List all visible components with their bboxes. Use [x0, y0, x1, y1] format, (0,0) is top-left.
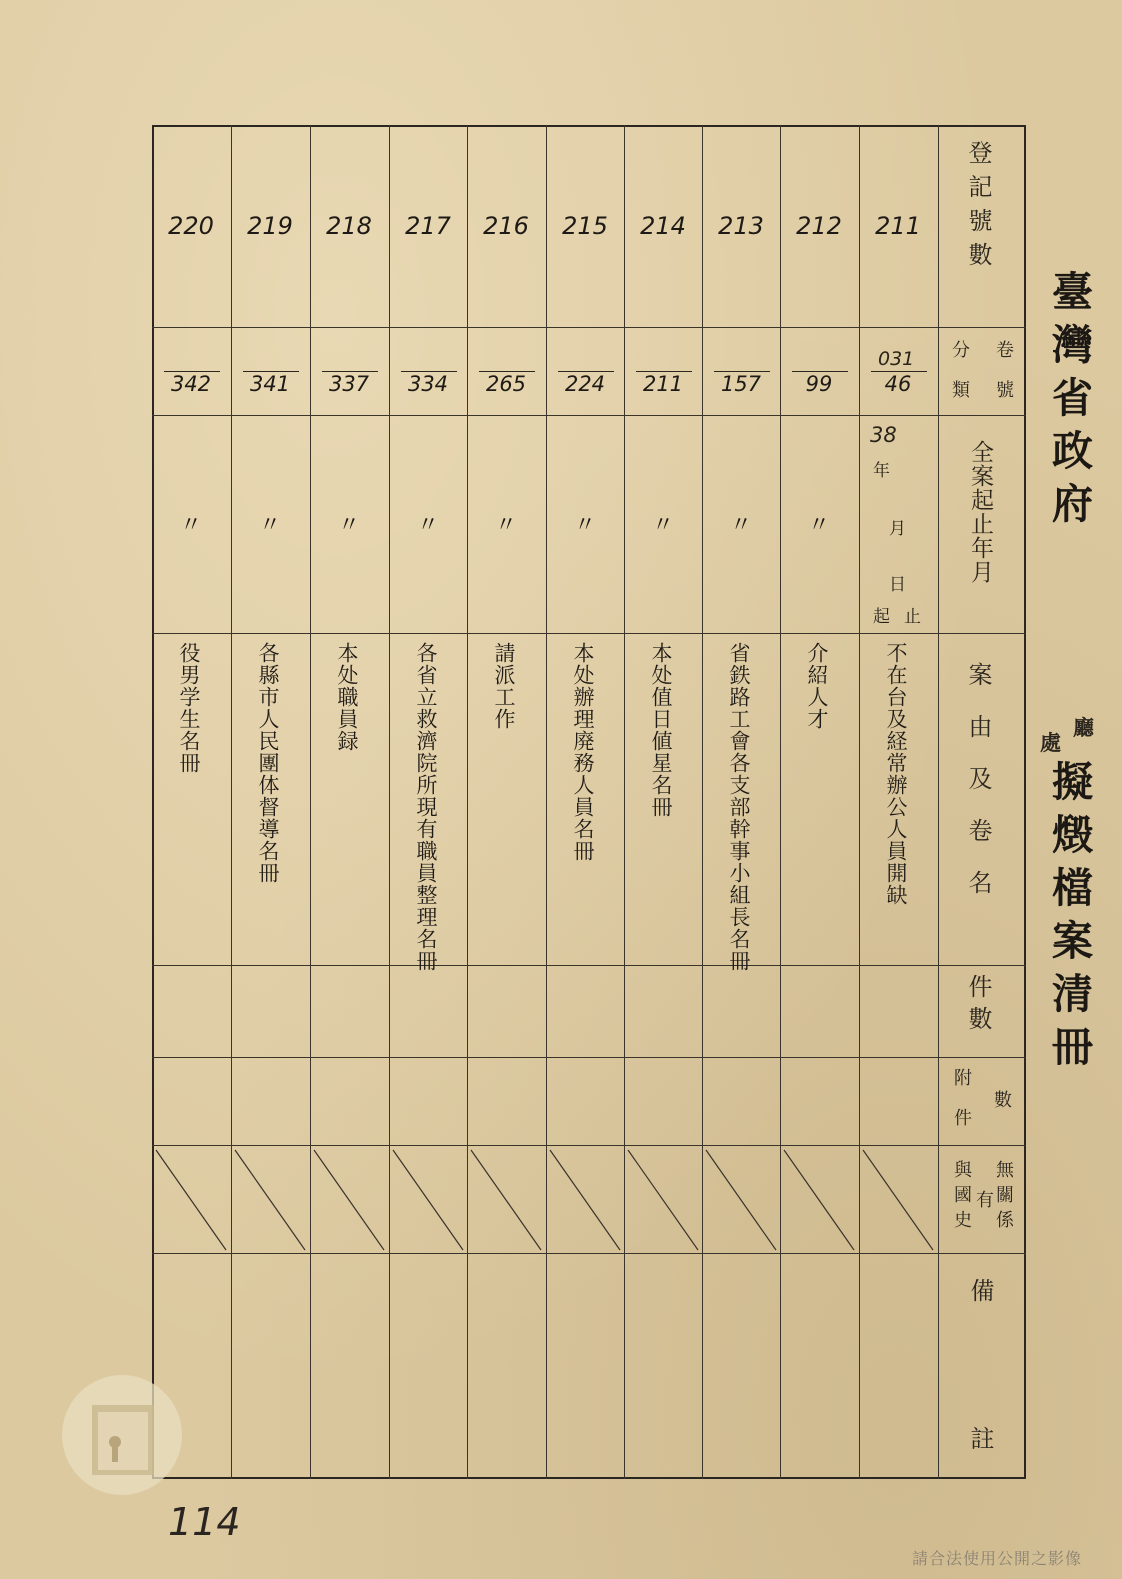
document-title-small-left: 處	[1040, 730, 1061, 755]
record-period: 〃	[573, 513, 596, 538]
record-vol-number: 99	[805, 372, 833, 396]
relation-diagonal-stroke	[550, 1150, 620, 1250]
period-year-label: 年	[873, 461, 890, 481]
record-reg-number: 214	[640, 212, 686, 240]
record-vol-number: 211	[642, 372, 684, 396]
header-count: 件數	[964, 974, 992, 1038]
header-remarks-top: 備	[966, 1278, 994, 1312]
header-attach-left-bottom: 件	[951, 1108, 972, 1130]
page-number: 114	[168, 1500, 241, 1544]
record-subject: 本处值日値星名冊	[649, 642, 674, 818]
record-reg-number: 215	[562, 212, 608, 240]
record-subject: 請派工作	[492, 642, 517, 730]
record-subject: 役男学生名冊	[177, 642, 202, 774]
record-reg-number: 219	[247, 212, 293, 240]
header-remarks-bottom: 註	[966, 1426, 994, 1460]
record-subject: 省鉄路工會各支部幹事小組長名冊	[727, 642, 752, 972]
header-period: 全案起止年月	[967, 440, 993, 584]
record-vol-number: 337	[328, 372, 370, 396]
relation-diagonal-stroke	[628, 1150, 698, 1250]
header-relation-mid: 有	[973, 1190, 994, 1212]
document-title-main: 臺灣省政府	[1045, 270, 1093, 535]
header-attach-left-top: 附	[951, 1068, 972, 1090]
record-vol-number: 157	[720, 372, 762, 396]
record-subject: 本处辦理廃務人員名冊	[571, 642, 596, 862]
archive-logo	[60, 1370, 190, 1500]
record-period: 〃	[729, 513, 752, 538]
record-subject: 本处職員録	[335, 642, 360, 752]
period-year-value: 38	[870, 423, 897, 447]
record-reg-number: 211	[875, 212, 921, 240]
header-attach-right: 數	[991, 1090, 1012, 1112]
relation-diagonal-stroke	[235, 1150, 305, 1250]
record-period: 〃	[807, 513, 830, 538]
relation-diagonal-stroke	[784, 1150, 854, 1250]
watermark-text: 請合法使用公開之影像	[912, 1549, 1083, 1568]
record-vol-number: 265	[485, 372, 527, 396]
vol-class-value: 031	[878, 348, 915, 370]
record-reg-number: 217	[405, 212, 451, 240]
relation-diagonal-stroke	[393, 1150, 463, 1250]
header-relation-right: 無關係	[993, 1160, 1014, 1235]
record-vol-number: 342	[170, 372, 212, 396]
record-reg-number: 218	[326, 212, 372, 240]
header-reg-no: 登記號數	[964, 140, 992, 276]
period-month-label: 月	[889, 519, 906, 539]
record-period: 〃	[258, 513, 281, 538]
record-subject: 不在台及経常辦公人員開缺	[884, 642, 909, 906]
period-start-label: 起	[873, 607, 890, 627]
record-subject: 各縣市人民團体督導名冊	[256, 642, 281, 884]
record-subject: 各省立救濟院所現有職員整理名冊	[414, 642, 439, 972]
record-reg-number: 216	[483, 212, 529, 240]
relation-diagonal-stroke	[156, 1150, 226, 1250]
header-vol-top-right: 卷	[993, 340, 1014, 362]
document-title-small-right: 廳	[1073, 715, 1094, 740]
record-vol-number: 341	[249, 372, 291, 396]
record-vol-number: 46	[884, 372, 912, 396]
record-period: 〃	[494, 513, 517, 538]
record-period: 〃	[337, 513, 360, 538]
relation-diagonal-stroke	[471, 1150, 541, 1250]
header-vol-bottom-left: 類	[949, 380, 970, 402]
relation-diagonal-stroke	[314, 1150, 384, 1250]
record-reg-number: 212	[796, 212, 842, 240]
period-day-label: 日	[889, 575, 906, 595]
record-period: 〃	[651, 513, 674, 538]
header-vol-bottom-right: 號	[993, 380, 1014, 402]
record-subject: 介紹人才	[805, 642, 830, 730]
record-period: 〃	[416, 513, 439, 538]
record-reg-number: 220	[168, 212, 214, 240]
header-vol-top-left: 分	[949, 340, 970, 362]
relation-diagonal-stroke	[863, 1150, 933, 1250]
record-vol-number: 334	[407, 372, 449, 396]
record-reg-number: 213	[718, 212, 764, 240]
period-end-label: 止	[904, 607, 921, 627]
record-period: 〃	[179, 513, 202, 538]
header-relation-left: 與國史	[951, 1160, 972, 1235]
header-subject: 案由及卷名	[964, 662, 992, 922]
record-vol-number: 224	[564, 372, 606, 396]
relation-diagonal-stroke	[706, 1150, 776, 1250]
document-title-sub: 擬燬檔案清冊	[1045, 760, 1093, 1078]
